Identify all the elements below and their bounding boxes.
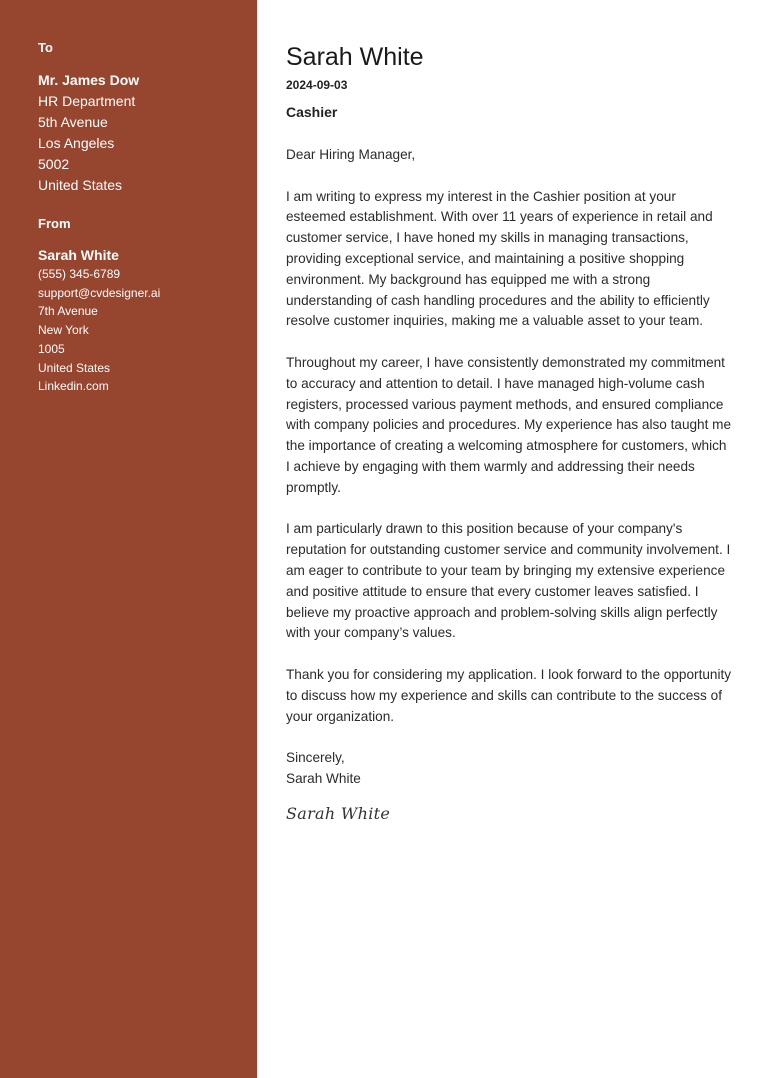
recipient-zip: 5002 bbox=[38, 156, 70, 172]
salutation: Dear Hiring Manager, bbox=[286, 147, 416, 162]
sender-email[interactable]: support@cvdesigner.ai bbox=[38, 285, 161, 300]
recipient-block bbox=[38, 70, 257, 196]
closing: Sincerely, bbox=[286, 750, 345, 766]
letter-body bbox=[257, 0, 768, 1078]
recipient-department: HR Department bbox=[38, 93, 136, 109]
recipient-city: Los Angeles bbox=[38, 135, 115, 151]
recipient-country: United States bbox=[38, 177, 123, 193]
closing-name: Sarah White bbox=[286, 770, 361, 786]
sender-zip: 1005 bbox=[38, 341, 65, 356]
sender-phone: (555) 345-6789 bbox=[38, 267, 121, 281]
sender-name: Sarah White bbox=[38, 247, 119, 263]
paragraph: Throughout my career, I have consistently demonstrated my commitment to accuracy and attention to detail. I have managed high-volume cash registers, processed various payment methods, and ensured compliance with company policies and procedures. My experience has also taught me the importance of creating a welcoming atmosphere for customers, which I achieve by engaging with them warmly and addressing their needs promptly. bbox=[286, 354, 732, 495]
position-title: Cashier bbox=[286, 104, 338, 120]
sender-city: New York bbox=[38, 323, 89, 338]
from-label: From bbox=[38, 216, 71, 231]
paragraph: I am particularly drawn to this position because of your company's reputation for outstanding customer service and community involvement. I am eager to contribute to your team by bringing my extensive experience and positive attitude to ensure that every customer leaves satisfied. I believe my proactive approach and problem-solving skills align perfectly with your company’s values. bbox=[286, 521, 731, 641]
sender-country: United States bbox=[38, 360, 111, 375]
signature: Sarah White bbox=[286, 803, 391, 823]
recipient-street: 5th Avenue bbox=[38, 114, 108, 130]
letter-date: 2024-09-03 bbox=[286, 78, 348, 92]
to-label: To bbox=[38, 40, 53, 55]
sender-block bbox=[38, 246, 257, 396]
sidebar bbox=[0, 0, 257, 1078]
recipient-name: Mr. James Dow bbox=[38, 72, 140, 88]
sender-linkedin[interactable]: Linkedin.com bbox=[38, 379, 109, 394]
sender-street: 7th Avenue bbox=[38, 304, 98, 319]
paragraph: Thank you for considering my application. I look forward to the opportunity to discuss how my experience and skills can contribute to the success of your organization. bbox=[286, 666, 732, 724]
letter-title: Sarah White bbox=[286, 43, 424, 71]
paragraph: I am writing to express my interest in the Cashier position at your esteemed establishment. With over 11 years of experience in retail and customer service, I have honed my skills in managing transactions, providing exceptional service, and maintaining a positive shopping environment. My background has equipped me with a strong understanding of cash handling procedures and the ability to efficiently resolve customer inquiries, making me a valuable asset to your team. bbox=[286, 188, 713, 329]
